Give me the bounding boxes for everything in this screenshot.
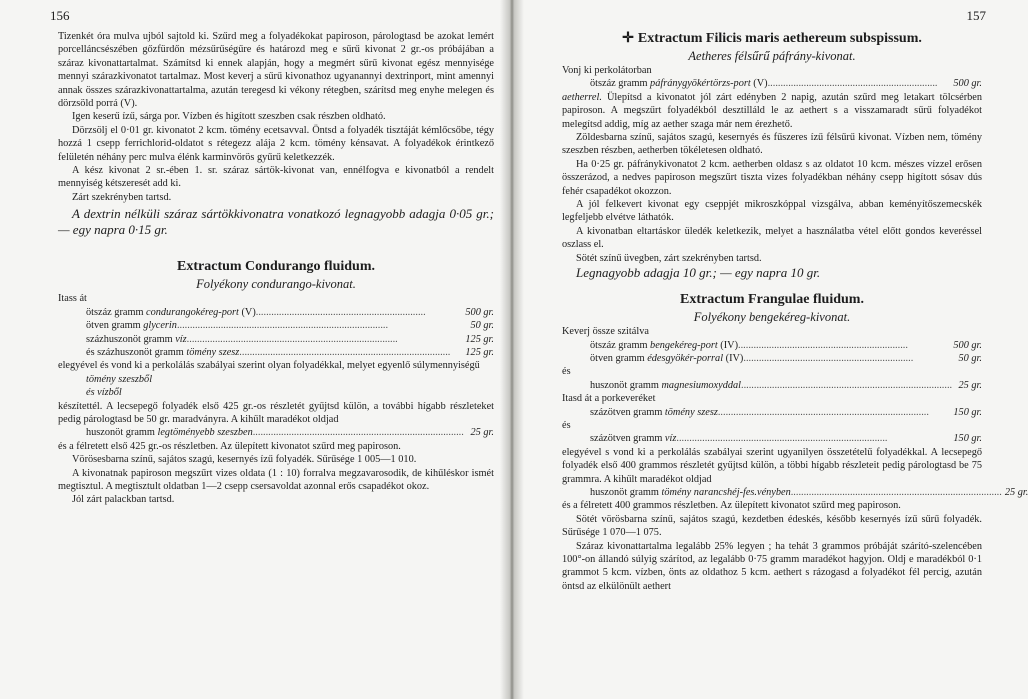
paragraph: Zöldesbarna színű, sajátos szagú, kesernyés és fűszeres ízű félsűrű kivonat. Vízben nem, tömény szeszben részben, aetherben tökéletesen oldható. [562,132,982,157]
section-title: Extractum Condurango fluidum. [177,259,375,275]
paragraph: elegyével s vond ki a perkolálás szabályai szerint ugyanilyen összetételű folyadékkal. A lecsepegő folyadék első 400 grammos részletét gyűjtsd külön, a többi hígabb részleteit pedig párologtasd be 75 grammra. A kihűlt maradékot oldjad [562,446,982,485]
paragraph: Itasd át a porkeveréket [562,393,656,405]
paragraph: Sötét színű üvegben, zárt szekrényben tartsd. [576,252,762,264]
paragraph: és a félretett első 425 gr.-os részletben. Az ülepített kivonatot szűrd meg papiroson. [58,440,401,452]
paragraph: elegyével és vond ki a perkolálás szabályai szerint olyan folyadékkal, melyet egyenlő súlymennyiségű [58,360,480,372]
paragraph: A kész kivonat 2 sr.-ében 1. sr. száraz sártök-kivonat van, ennélfogva e kivonatból a rendelt mennyiség kétszeresét add ki. [58,165,494,190]
paragraph: és [562,366,571,378]
section-title: ✛ Extractum Filicis maris aethereum subspissum. [622,31,922,46]
right-page [512,0,1028,699]
paragraph: A jól felkevert kivonat egy cseppjét mikroszkóppal vizsgálva, abban keményítőszemecskék legfeljebb elvétve láthatók. [562,199,982,224]
ingredient-row: ötven gramm édesgyökér-porral (IV) .................................................................. 50 gr. [590,352,982,364]
dose-note: Legnagyobb adagja 10 gr.; — egy napra 10 gr. [576,265,821,281]
page-number: 157 [966,8,986,23]
page-number: 156 [50,8,70,23]
paragraph: Vonj ki perkolátorban [562,65,652,76]
paragraph: Keverj össze szitálva [562,326,649,338]
paragraph: Igen keserű ízű, sárga por. Vízben és higított szeszben csak részben oldható. [72,111,386,123]
paragraph: A kivonatnak papiroson megszűrt vizes oldata (1 : 10) forralva megzavarosodik, de kihűléskor ismét megtisztul. A megtisztult oldatban 1—2 csepp csersavoldat azonnal erős csapadékot okoz. [58,467,494,492]
paragraph: Jól zárt palackban tartsd. [72,494,175,506]
paragraph: Zárt szekrényben tartsd. [72,191,172,203]
section-subtitle: Folyékony condurango-kivonat. [196,277,356,292]
paragraph: Tizenkét óra mulva ujból sajtold ki. Szűrd meg a folyadékokat papiroson, párologtasd be azokat lemért porcelláncsészében gőzfürdőn mézsűrűségűre és határozd meg e sűrű kivonat 2 gr.-os próbájában a száraz kivonattartalmat. Számítsd ki ennek alapján, hogy a megmért sűrű kivonat egész mennyisége mennyi szárazkivonatot tartalmaz. Most keverj a sűrű kivonathoz ugyanannyi dextrinport, mint amennyi annak összes szárazkivonattartalma, azután teregesd ki vékony rétegben, szárítsd meg enyhe melegen és dörzsöld porrá (V). [58,31,494,110]
ingredient-row: ötszáz gramm páfránygyökértörzs-port (V) .................................................................. 500 gr. [590,78,982,90]
ingredient-row: százötven gramm víz .................................................................................. 150 gr. [590,433,982,445]
paragraph: és a félretett 400 grammos részletben. Az ülepített kivonatot szűrd meg papiroson. [562,500,901,512]
ingredient-row: huszonöt gramm legtöményebb szeszben .................................................................................. 25 gr. [86,427,494,439]
paragraph: tömény szeszből [86,373,153,385]
paragraph: Sötét vörösbarna színű, sajátos szagú, kezdetben édeskés, később kesernyés ízű sűrű folyadék. Sűrűsége 1 070—1 075. [562,513,982,539]
paragraph: és [562,419,571,431]
section-title: Extractum Frangulae fluidum. [680,292,864,308]
dose-note: A dextrin nélküli száraz sártökkivonatra vonatkozó legnagyobb adagja 0·05 gr.; — egy napra 0·15 gr. [58,206,494,238]
section-subtitle: Folyékony bengekéreg-kivonat. [693,310,851,325]
section-subtitle: Aetheres félsűrű páfrány-kivonat. [688,49,856,63]
ingredient-row: ötszáz gramm bengekéreg-port (IV) .................................................................. 500 gr. [590,339,982,351]
ingredient-row: százötven gramm tömény szesz .................................................................................. 150 gr. [590,406,982,418]
paragraph: Dörzsölj el 0·01 gr. kivonatot 2 kcm. tömény ecetsavval. Öntsd a folyadék tisztáját kémlőcsőbe, tégy hozzá 1 csepp ferrichlorid-oldatot s rétegezz alája 2 kcm. tömény kénsavat. A folyadékok érintkező felületén néhány perc mulva élénk karminvörös gyűrű keletkezzék. [58,124,494,163]
ingredient-row: ötven gramm glycerin .................................................................................. 50 gr. [86,320,494,332]
ingredient-row: huszonöt gramm magnesiumoxyddal .................................................................................. 25 gr. [590,379,982,391]
paragraph: Itass át [58,293,87,305]
ingredient-row: százhuszonöt gramm víz .................................................................................. 125 gr. [86,333,494,345]
paragraph: Ha 0·25 gr. páfránykivonatot 2 kcm. aetherben oldasz s az oldatot 10 kcm. mészes vízzel erősen összerázod, a nedves papiroson megszűrt tiszta vizes folyadékban néhány csepp higított sósav dús fehér csapadékot okozzon. [562,158,982,197]
ingredient-row: és százhuszonöt gramm tömény szesz .................................................................................. 125 gr. [86,346,494,358]
paragraph: aetherrel. Ülepítsd a kivonatot jól zárt edényben 2 napig, azután szűrd meg letakart tölcsérben papiroson. A megszűrt folyadékból desztilláld le az aethert s a visszamaradt sűrű folyadékot melegítsd addig, míg az aether szaga már nem érezhető. [562,91,982,130]
paragraph: és vízből [86,387,122,399]
cross-icon: ✛ [622,31,634,46]
paragraph: Vörösesbarna színű, sajátos szagú, kesernyés ízű folyadék. Sűrűsége 1 005—1 010. [72,454,417,466]
paragraph: Száraz kivonattartalma legalább 25% legyen ; ha tehát 3 grammos próbáját szárító-szelencében 100°-on állandó súlyig szárítod, az legalább 0·75 gramm maradékot hagyjon. Oldj e maradékból 0·1 grammot 5 kcm. vízben, önts az oldathoz 5 kcm. aethert s rázogasd a folyadékot fél percig, azután öntsd az elkülönült aethert [562,540,982,592]
paragraph: A kivonatban eltartáskor üledék keletkezik, melyet a használatba vétel előtt gondos keveréssel oszlass el. [562,225,982,251]
ingredient-row: huszonöt gramm tömény narancshéj-fes.vényben .................................................................................. 25 gr. [590,486,1028,498]
ingredient-row: ötszáz gramm condurangokéreg-port (V) .................................................................. 500 gr. [86,306,494,318]
left-page [0,0,512,699]
paragraph: készítettél. A lecsepegő folyadék első 425 gr.-os részletét gyűjtsd külön, a további hígabb részleteket pedig párologtasd be 50 gr. maradványra. A kihűlt maradékot oldjad [58,400,494,425]
